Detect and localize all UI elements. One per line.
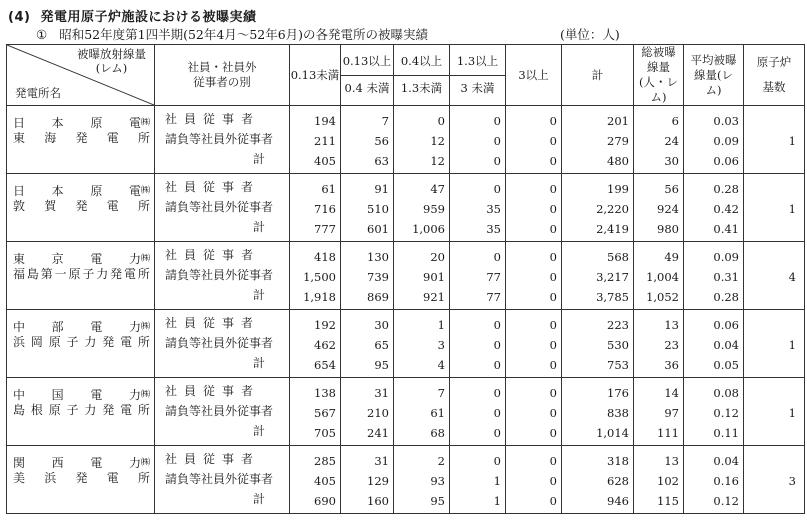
value: 61 xyxy=(430,406,445,420)
value: 0.03 xyxy=(713,114,739,128)
category-cell: 社員従事者 請負等社員外従事者 計 xyxy=(155,242,290,310)
value: 47 xyxy=(430,182,445,196)
value: 35 xyxy=(486,202,501,216)
reactor-count-cell: 1 xyxy=(744,174,805,242)
category-cell: 社員従事者 請負等社員外従事者 計 xyxy=(155,106,290,174)
value-cell xyxy=(634,378,684,446)
category-header: 社員・社員外 従事者の別 xyxy=(155,45,290,106)
value: 0.16 xyxy=(713,474,739,488)
value: 753 xyxy=(607,358,629,372)
value: 0 xyxy=(549,454,557,468)
value-cell xyxy=(450,310,506,378)
value: 223 xyxy=(607,318,629,332)
value: 0 xyxy=(493,358,501,372)
value-cell xyxy=(562,378,634,446)
value-cell xyxy=(394,242,450,310)
value: 111 xyxy=(657,426,679,440)
value: 480 xyxy=(607,154,629,168)
value: 0 xyxy=(549,154,557,168)
value: 7 xyxy=(437,386,445,400)
value: 20 xyxy=(430,250,445,264)
value: 716 xyxy=(314,202,336,216)
value-cell xyxy=(341,446,394,514)
value: 405 xyxy=(314,154,336,168)
value: 210 xyxy=(367,406,389,420)
value: 77 xyxy=(486,290,501,304)
reactor-count-cell: 3 xyxy=(744,446,805,514)
value: 869 xyxy=(367,290,389,304)
category-cell: 社員従事者 請負等社員外従事者 計 xyxy=(155,446,290,514)
avg-dose-header: 平均被曝線量(レム) xyxy=(684,45,744,106)
value-cell xyxy=(290,446,341,514)
value: 0 xyxy=(549,406,557,420)
value-cell xyxy=(341,242,394,310)
value-cell xyxy=(634,106,684,174)
value: 31 xyxy=(374,386,389,400)
value: 959 xyxy=(423,202,445,216)
value: 0 xyxy=(493,454,501,468)
value: 199 xyxy=(607,182,629,196)
value: 0 xyxy=(549,338,557,352)
plant-name: 東 海 発 電 所 xyxy=(13,131,150,145)
value-cell xyxy=(684,242,744,310)
section-title: (4) 発電用原子炉施設における被曝実績 xyxy=(8,10,257,25)
value: 0.42 xyxy=(713,202,739,216)
value: 418 xyxy=(314,250,336,264)
value: 2 xyxy=(437,454,445,468)
company-name: 中 部 電 力 ㈱ xyxy=(13,320,150,334)
value-cell xyxy=(506,378,562,446)
company-name: 東 京 電 力 ㈱ xyxy=(13,252,150,266)
value: 690 xyxy=(314,494,336,508)
value-cell xyxy=(562,310,634,378)
value-cell xyxy=(450,446,506,514)
value-cell xyxy=(506,106,562,174)
value-cell xyxy=(684,106,744,174)
range-header-1: 0.13未満 xyxy=(290,45,341,106)
value-cell xyxy=(394,174,450,242)
plant-row xyxy=(7,174,805,242)
value: 0.31 xyxy=(713,270,739,284)
plant-name-cell xyxy=(7,174,155,242)
value: 567 xyxy=(314,406,336,420)
value: 1,500 xyxy=(303,270,336,284)
value: 30 xyxy=(664,154,679,168)
value: 0.28 xyxy=(713,182,739,196)
table-body xyxy=(7,106,805,514)
value: 285 xyxy=(314,454,336,468)
plant-name: 敦 賀 発 電 所 xyxy=(13,199,150,213)
value: 0 xyxy=(493,114,501,128)
range-header-3: 0.4以上 1.3未満 xyxy=(394,45,450,106)
value: 3 xyxy=(437,338,445,352)
value: 0 xyxy=(549,250,557,264)
value: 192 xyxy=(314,318,336,332)
value: 0.11 xyxy=(713,426,739,440)
value: 1,006 xyxy=(412,222,445,236)
value: 0 xyxy=(493,406,501,420)
reactor-count-cell: 1 xyxy=(744,106,805,174)
plant-name: 美 浜 発 電 所 xyxy=(13,471,150,485)
value-cell xyxy=(684,174,744,242)
category-cell: 社員従事者 請負等社員外従事者 計 xyxy=(155,310,290,378)
value: 0.09 xyxy=(713,134,739,148)
value: 1,918 xyxy=(303,290,336,304)
value-cell xyxy=(562,174,634,242)
value: 777 xyxy=(314,222,336,236)
value-cell xyxy=(506,242,562,310)
value-cell xyxy=(684,446,744,514)
reactor-count-cell: 1 xyxy=(744,378,805,446)
value-cell xyxy=(684,310,744,378)
value: 49 xyxy=(664,250,679,264)
plant-row xyxy=(7,446,805,514)
value: 93 xyxy=(430,474,445,488)
value: 0.09 xyxy=(713,250,739,264)
value-cell xyxy=(341,106,394,174)
value: 7 xyxy=(381,114,389,128)
value: 130 xyxy=(367,250,389,264)
range-header-5: 3以上 xyxy=(506,45,562,106)
plant-row xyxy=(7,310,805,378)
value: 838 xyxy=(607,406,629,420)
value: 0 xyxy=(549,134,557,148)
value-cell xyxy=(450,242,506,310)
value: 12 xyxy=(430,134,445,148)
plant-name-cell xyxy=(7,106,155,174)
value: 601 xyxy=(367,222,389,236)
value: 0 xyxy=(549,358,557,372)
value: 0 xyxy=(549,494,557,508)
value: 4 xyxy=(437,358,445,372)
value: 1 xyxy=(493,474,501,488)
value-cell xyxy=(450,106,506,174)
value: 61 xyxy=(321,182,336,196)
value: 0 xyxy=(549,426,557,440)
value-cell xyxy=(394,310,450,378)
plant-row xyxy=(7,106,805,174)
value: 115 xyxy=(657,494,679,508)
value: 980 xyxy=(657,222,679,236)
value-cell xyxy=(634,446,684,514)
value: 77 xyxy=(486,270,501,284)
value-cell xyxy=(290,242,341,310)
value: 1,052 xyxy=(646,290,679,304)
value: 23 xyxy=(664,338,679,352)
value-cell xyxy=(290,174,341,242)
value: 160 xyxy=(367,494,389,508)
value: 0 xyxy=(549,114,557,128)
value: 6 xyxy=(671,114,679,128)
header-diagonal-cell xyxy=(7,45,155,106)
value: 921 xyxy=(423,290,445,304)
plant-name-cell xyxy=(7,242,155,310)
value: 462 xyxy=(314,338,336,352)
value: 0 xyxy=(493,426,501,440)
value-cell xyxy=(290,378,341,446)
value: 176 xyxy=(607,386,629,400)
value-cell xyxy=(506,174,562,242)
company-name: 中 国 電 力 ㈱ xyxy=(13,388,150,402)
category-cell: 社員従事者 請負等社員外従事者 計 xyxy=(155,378,290,446)
total-header: 計 xyxy=(562,45,634,106)
value: 654 xyxy=(314,358,336,372)
header-row xyxy=(7,45,805,106)
value: 68 xyxy=(430,426,445,440)
value-cell xyxy=(450,378,506,446)
value: 56 xyxy=(664,182,679,196)
value: 705 xyxy=(314,426,336,440)
value: 0.12 xyxy=(713,494,739,508)
value: 97 xyxy=(664,406,679,420)
value: 0 xyxy=(493,386,501,400)
value: 0 xyxy=(493,154,501,168)
value: 0.05 xyxy=(713,358,739,372)
value-cell xyxy=(394,106,450,174)
value-cell xyxy=(562,242,634,310)
value: 24 xyxy=(664,134,679,148)
value: 129 xyxy=(367,474,389,488)
value: 194 xyxy=(314,114,336,128)
plant-name-cell xyxy=(7,446,155,514)
value: 0.28 xyxy=(713,290,739,304)
value: 13 xyxy=(664,318,679,332)
value: 95 xyxy=(430,494,445,508)
value: 3,217 xyxy=(596,270,629,284)
value-cell xyxy=(562,446,634,514)
value: 102 xyxy=(657,474,679,488)
total-dose-header: 総被曝線量(人・レム) xyxy=(634,45,684,106)
value: 0 xyxy=(549,222,557,236)
value: 1,004 xyxy=(646,270,679,284)
value: 739 xyxy=(367,270,389,284)
reactor-count-cell: 4 xyxy=(744,242,805,310)
value: 0.06 xyxy=(713,154,739,168)
plant-name: 島 根 原 子 力 発 電 所 xyxy=(13,403,150,417)
value: 0.12 xyxy=(713,406,739,420)
value: 211 xyxy=(314,134,336,148)
plant-name: 福 島 第 一 原 子 力 発 電 所 xyxy=(13,267,150,281)
value-cell xyxy=(290,310,341,378)
value: 0 xyxy=(549,386,557,400)
value: 2,220 xyxy=(596,202,629,216)
value-cell xyxy=(634,174,684,242)
value: 0.04 xyxy=(713,454,739,468)
value: 138 xyxy=(314,386,336,400)
value: 628 xyxy=(607,474,629,488)
value: 13 xyxy=(664,454,679,468)
plant-name-header: 発電所名 xyxy=(15,86,61,100)
plant-row xyxy=(7,242,805,310)
value: 1,014 xyxy=(596,426,629,440)
plant-name: 浜 岡 原 子 力 発 電 所 xyxy=(13,335,150,349)
value: 0 xyxy=(549,318,557,332)
value: 2,419 xyxy=(596,222,629,236)
value-cell xyxy=(562,106,634,174)
unit-note: (単位：人) xyxy=(560,27,620,42)
value: 3,785 xyxy=(596,290,629,304)
value: 14 xyxy=(664,386,679,400)
value: 0 xyxy=(493,338,501,352)
value: 36 xyxy=(664,358,679,372)
value: 318 xyxy=(607,454,629,468)
value: 279 xyxy=(607,134,629,148)
value: 95 xyxy=(374,358,389,372)
value-cell xyxy=(506,446,562,514)
company-name: 日 本 原 電 ㈱ xyxy=(13,116,150,130)
value-cell xyxy=(634,310,684,378)
value: 1 xyxy=(437,318,445,332)
value-cell xyxy=(341,174,394,242)
dose-header: 被曝放射線量 (レム) xyxy=(77,47,146,75)
plant-name-cell xyxy=(7,378,155,446)
value: 31 xyxy=(374,454,389,468)
value: 0.41 xyxy=(713,222,739,236)
value: 0 xyxy=(493,318,501,332)
company-name: 関 西 電 力 ㈱ xyxy=(13,456,150,470)
value: 0.08 xyxy=(713,386,739,400)
value-cell xyxy=(684,378,744,446)
value: 12 xyxy=(430,154,445,168)
value-cell xyxy=(634,242,684,310)
value: 0.04 xyxy=(713,338,739,352)
value: 510 xyxy=(367,202,389,216)
reactor-count-header: 原子炉 基数 xyxy=(744,45,805,106)
value: 0 xyxy=(549,270,557,284)
value: 35 xyxy=(486,222,501,236)
value: 0 xyxy=(437,114,445,128)
value: 0 xyxy=(493,182,501,196)
value: 65 xyxy=(374,338,389,352)
value-cell xyxy=(341,310,394,378)
value: 0 xyxy=(549,290,557,304)
value: 0 xyxy=(549,202,557,216)
range-header-4: 1.3以上 3 未満 xyxy=(450,45,506,106)
value: 241 xyxy=(367,426,389,440)
value: 405 xyxy=(314,474,336,488)
value: 568 xyxy=(607,250,629,264)
value: 901 xyxy=(423,270,445,284)
value-cell xyxy=(506,310,562,378)
value: 0 xyxy=(493,134,501,148)
value: 201 xyxy=(607,114,629,128)
reactor-count-cell: 1 xyxy=(744,310,805,378)
value: 30 xyxy=(374,318,389,332)
value: 0.06 xyxy=(713,318,739,332)
value: 63 xyxy=(374,154,389,168)
value-cell xyxy=(341,378,394,446)
range-header-2: 0.13以上 0.4 未満 xyxy=(341,45,394,106)
value: 924 xyxy=(657,202,679,216)
company-name: 日 本 原 電 ㈱ xyxy=(13,184,150,198)
exposure-table xyxy=(6,44,805,514)
plant-name-cell xyxy=(7,310,155,378)
plant-row xyxy=(7,378,805,446)
value: 0 xyxy=(549,474,557,488)
category-cell: 社員従事者 請負等社員外従事者 計 xyxy=(155,174,290,242)
value: 946 xyxy=(607,494,629,508)
value-cell xyxy=(450,174,506,242)
table-subtitle: ① 昭和52年度第1四半期(52年4月～52年6月)の各発電所の被曝実績 xyxy=(36,27,429,42)
value-cell xyxy=(394,446,450,514)
value: 56 xyxy=(374,134,389,148)
value: 530 xyxy=(607,338,629,352)
value-cell xyxy=(394,378,450,446)
value: 91 xyxy=(374,182,389,196)
value: 1 xyxy=(493,494,501,508)
value: 0 xyxy=(493,250,501,264)
value-cell xyxy=(290,106,341,174)
value: 0 xyxy=(549,182,557,196)
